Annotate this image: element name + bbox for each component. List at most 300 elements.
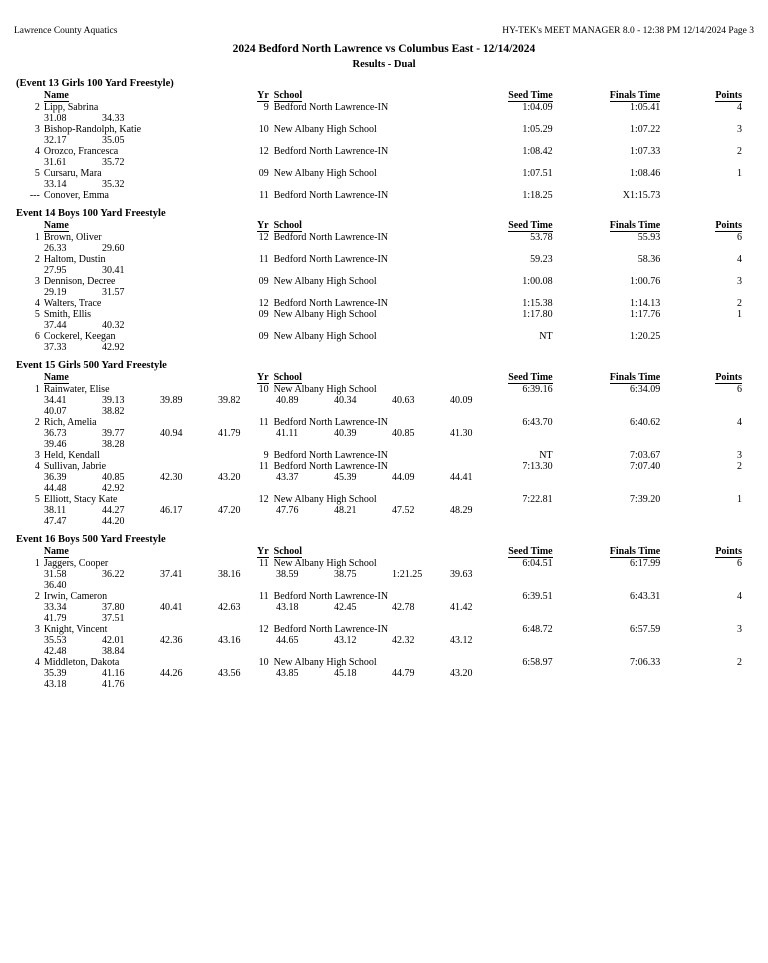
split-time: 38.59 [276, 568, 299, 580]
split-times [14, 265, 754, 276]
cell-finals: 1:00.76 [629, 275, 661, 287]
cell-finals: 6:17.99 [629, 557, 661, 569]
cell-finals: 1:08.46 [629, 167, 661, 179]
cell-yr: 10 [258, 383, 269, 395]
split-time: 42.01 [102, 634, 125, 646]
split-time: 30.41 [102, 264, 125, 276]
split-time: 35.32 [102, 178, 125, 190]
cell-name: Jaggers, Cooper [43, 557, 109, 569]
column-header-seed: Seed Time [508, 89, 553, 101]
header-software-info: HY-TEK's MEET MANAGER 8.0 - 12:38 PM 12/14/2024 Page 3 [502, 26, 754, 36]
split-time: 41.79 [44, 612, 67, 624]
split-times-row [14, 668, 754, 679]
cell-yr: 10 [258, 656, 269, 668]
cell-seed: 6:58.97 [522, 656, 553, 668]
split-times-row [14, 472, 754, 483]
split-time: 31.61 [44, 156, 67, 168]
split-times [14, 428, 754, 439]
split-time: 41.76 [102, 678, 125, 690]
event-heading: Event 16 Boys 500 Yard Freestyle [16, 533, 166, 545]
events-container [14, 78, 754, 690]
split-times-row [14, 287, 754, 298]
split-time: 45.39 [334, 471, 357, 483]
column-header-finals: Finals Time [609, 371, 661, 383]
table-row [14, 190, 754, 201]
cell-points: 6 [737, 383, 742, 395]
split-time: 41.16 [102, 667, 125, 679]
event-heading: Event 14 Boys 100 Yard Freestyle [16, 207, 166, 219]
cell-name: Conover, Emma [43, 189, 109, 201]
split-time: 44.26 [160, 667, 183, 679]
split-time: 29.19 [44, 286, 67, 298]
cell-place: 1 [34, 383, 40, 395]
cell-school: Bedford North Lawrence-IN [273, 460, 389, 472]
column-header-school: School [273, 219, 302, 231]
header-organization: Lawrence County Aquatics [14, 26, 118, 36]
split-times-row [14, 320, 754, 331]
split-times-row [14, 157, 754, 168]
split-time: 48.29 [450, 504, 473, 516]
split-time: 39.63 [450, 568, 473, 580]
split-time: 41.42 [450, 601, 473, 613]
cell-name: Brown, Oliver [43, 231, 102, 243]
cell-yr: 09 [258, 167, 269, 179]
cell-points [682, 331, 754, 342]
cell-points: 2 [737, 145, 742, 157]
cell-finals: 6:57.59 [629, 623, 661, 635]
split-time: 44.65 [276, 634, 299, 646]
event-heading: Event 15 Girls 500 Yard Freestyle [16, 359, 167, 371]
table-row [14, 624, 754, 635]
split-times [14, 516, 754, 527]
cell-name: Cursaru, Mara [43, 167, 102, 179]
split-times [14, 157, 754, 168]
cell-name: Dennison, Decree [43, 275, 116, 287]
cell-place: 1 [34, 557, 40, 569]
split-time: 44.48 [44, 482, 67, 494]
cell-school: New Albany High School [273, 383, 377, 395]
split-time: 40.63 [392, 394, 415, 406]
cell-seed: 6:43.70 [522, 416, 553, 428]
cell-school: Bedford North Lawrence-IN [273, 416, 389, 428]
split-times [14, 679, 754, 690]
split-time: 42.36 [160, 634, 183, 646]
column-header-place [14, 372, 44, 384]
cell-school: New Albany High School [273, 308, 377, 320]
split-time: 43.18 [276, 601, 299, 613]
split-time: 47.47 [44, 515, 67, 527]
split-times-row [14, 613, 754, 624]
table-row [14, 168, 754, 179]
table-column-header [14, 220, 754, 232]
table-row [14, 254, 754, 265]
cell-finals: 1:14.13 [629, 297, 661, 309]
column-header-seed: Seed Time [508, 545, 553, 557]
column-header-name: Name [43, 371, 69, 383]
cell-seed: 1:18.25 [522, 189, 553, 201]
split-time: 38.75 [334, 568, 357, 580]
cell-school: Bedford North Lawrence-IN [273, 590, 389, 602]
cell-yr: 11 [258, 460, 269, 472]
split-time: 32.17 [44, 134, 67, 146]
cell-place: 3 [34, 623, 40, 635]
cell-place: 1 [34, 231, 40, 243]
event-heading: (Event 13 Girls 100 Yard Freestyle) [16, 77, 174, 89]
cell-place: 4 [34, 297, 40, 309]
cell-points: 6 [737, 557, 742, 569]
split-time: 43.20 [450, 667, 473, 679]
split-time: 43.16 [218, 634, 241, 646]
cell-points: 4 [737, 590, 742, 602]
table-row [14, 276, 754, 287]
split-time: 41.30 [450, 427, 473, 439]
cell-school: Bedford North Lawrence-IN [273, 253, 389, 265]
split-time: 43.18 [44, 678, 67, 690]
cell-name: Orozco, Francesca [43, 145, 119, 157]
cell-place: 3 [34, 449, 40, 461]
split-time: 40.34 [334, 394, 357, 406]
column-header-school: School [273, 545, 302, 557]
cell-finals: 1:07.33 [629, 145, 661, 157]
split-time: 40.85 [392, 427, 415, 439]
column-header-yr: Yr [257, 89, 269, 101]
split-times-row [14, 395, 754, 406]
split-time: 36.22 [102, 568, 125, 580]
split-time: 42.45 [334, 601, 357, 613]
column-header-finals: Finals Time [609, 219, 661, 231]
event-results-table [14, 220, 754, 353]
cell-school: Bedford North Lawrence-IN [273, 449, 389, 461]
split-times [14, 135, 754, 146]
split-times [14, 635, 754, 646]
cell-yr: 11 [258, 416, 269, 428]
cell-finals: 6:43.31 [629, 590, 661, 602]
cell-name: Bishop-Randolph, Katie [43, 123, 142, 135]
split-times-row [14, 406, 754, 417]
cell-place: 2 [34, 590, 40, 602]
split-times [14, 439, 754, 450]
cell-school: Bedford North Lawrence-IN [273, 297, 389, 309]
cell-place: 5 [34, 167, 40, 179]
cell-seed: 6:39.16 [522, 383, 553, 395]
cell-finals: 7:06.33 [629, 656, 661, 668]
cell-school: Bedford North Lawrence-IN [273, 145, 389, 157]
split-time: 43.56 [218, 667, 241, 679]
cell-points [682, 190, 754, 201]
split-time: 44.41 [450, 471, 473, 483]
split-time: 38.28 [102, 438, 125, 450]
cell-seed: NT [539, 330, 553, 342]
split-time: 48.21 [334, 504, 357, 516]
table-row [14, 384, 754, 395]
split-times-row [14, 179, 754, 190]
split-time: 40.94 [160, 427, 183, 439]
split-times-row [14, 505, 754, 516]
cell-school: Bedford North Lawrence-IN [273, 101, 389, 113]
cell-place: 6 [34, 330, 40, 342]
cell-yr: 09 [258, 330, 269, 342]
split-times-row [14, 516, 754, 527]
cell-place: 3 [34, 123, 40, 135]
split-times [14, 472, 754, 483]
cell-finals: X1:15.73 [622, 189, 661, 201]
cell-finals: 6:40.62 [629, 416, 661, 428]
split-time: 43.37 [276, 471, 299, 483]
cell-name: Cockerel, Keegan [43, 330, 116, 342]
split-time: 43.20 [218, 471, 241, 483]
split-times [14, 483, 754, 494]
cell-seed: 53.78 [530, 231, 553, 243]
split-time: 38.11 [44, 504, 67, 516]
cell-finals: 55.93 [637, 231, 661, 243]
column-header-name: Name [43, 219, 69, 231]
cell-yr: 11 [259, 590, 269, 602]
column-header-points: Points [715, 545, 742, 557]
split-time: 47.20 [218, 504, 241, 516]
cell-place: 5 [34, 493, 40, 505]
cell-points: 4 [737, 101, 742, 113]
cell-seed: 1:04.09 [522, 101, 553, 113]
cell-finals: 1:05.41 [629, 101, 661, 113]
column-header-yr: Yr [256, 545, 269, 557]
split-time: 40.32 [102, 319, 125, 331]
cell-points: 2 [737, 460, 742, 472]
cell-name: Smith, Ellis [43, 308, 92, 320]
cell-seed: 59.23 [530, 253, 553, 265]
cell-name: Haltom, Dustin [43, 253, 106, 265]
event-results-table [14, 546, 754, 690]
column-header-place [14, 90, 44, 102]
cell-name: Lipp, Sabrina [43, 101, 99, 113]
split-time: 31.58 [44, 568, 67, 580]
split-times-row [14, 439, 754, 450]
split-time: 37.51 [102, 612, 125, 624]
cell-name: Walters, Trace [43, 297, 102, 309]
split-time: 44.20 [102, 515, 125, 527]
cell-finals: 6:34.09 [629, 383, 661, 395]
cell-seed: 7:22.81 [522, 493, 553, 505]
split-times [14, 113, 754, 124]
split-times [14, 179, 754, 190]
split-times-row [14, 113, 754, 124]
table-row [14, 657, 754, 668]
cell-finals: 1:17.76 [629, 308, 661, 320]
split-times [14, 569, 754, 580]
split-time: 42.92 [102, 341, 125, 353]
cell-seed: 1:08.42 [522, 145, 553, 157]
cell-finals: 1:20.25 [629, 330, 661, 342]
cell-name: Knight, Vincent [43, 623, 108, 635]
split-time: 40.09 [450, 394, 473, 406]
table-column-header [14, 372, 754, 384]
cell-finals: 7:07.40 [629, 460, 661, 472]
split-times-row [14, 342, 754, 353]
split-times [14, 320, 754, 331]
cell-place: 3 [34, 275, 40, 287]
split-time: 42.63 [218, 601, 241, 613]
cell-finals: 1:07.22 [629, 123, 661, 135]
split-time: 37.41 [160, 568, 183, 580]
split-times [14, 406, 754, 417]
split-time: 1:21.25 [392, 568, 423, 580]
cell-seed: 1:05.29 [522, 123, 553, 135]
split-time: 35.39 [44, 667, 67, 679]
cell-yr: 10 [258, 123, 269, 135]
split-times [14, 602, 754, 613]
split-time: 39.13 [102, 394, 125, 406]
table-row [14, 298, 754, 309]
split-time: 29.60 [102, 242, 125, 254]
split-times-row [14, 265, 754, 276]
split-time: 41.79 [218, 427, 241, 439]
column-header-finals: Finals Time [609, 89, 661, 101]
cell-points: 1 [737, 167, 742, 179]
split-times-row [14, 679, 754, 690]
cell-place: 4 [34, 656, 40, 668]
cell-seed: 6:04.51 [522, 557, 553, 569]
split-time: 37.33 [44, 341, 67, 353]
split-time: 40.85 [102, 471, 125, 483]
split-time: 36.39 [44, 471, 67, 483]
split-time: 43.85 [276, 667, 299, 679]
cell-yr: 12 [258, 623, 269, 635]
split-time: 34.41 [44, 394, 67, 406]
table-row [14, 232, 754, 243]
split-time: 43.12 [450, 634, 473, 646]
cell-seed: 1:17.80 [522, 308, 553, 320]
cell-school: New Albany High School [273, 557, 377, 569]
cell-seed: 1:07.51 [522, 167, 553, 179]
column-header-name: Name [43, 545, 69, 557]
cell-place: 2 [34, 253, 40, 265]
cell-points: 3 [737, 623, 742, 635]
split-times-row [14, 569, 754, 580]
split-time: 26.33 [44, 242, 67, 254]
split-times [14, 613, 754, 624]
cell-school: New Albany High School [273, 275, 377, 287]
table-row [14, 591, 754, 602]
split-times [14, 668, 754, 679]
cell-name: Irwin, Cameron [43, 590, 108, 602]
cell-yr: 12 [258, 231, 269, 243]
cell-name: Rich, Amelia [43, 416, 97, 428]
cell-place: 4 [34, 460, 40, 472]
cell-school: New Albany High School [273, 493, 377, 505]
column-header-place [14, 220, 44, 232]
cell-points: 3 [737, 123, 742, 135]
split-time: 35.53 [44, 634, 67, 646]
split-times [14, 505, 754, 516]
column-header-yr: Yr [256, 371, 269, 383]
column-header-points: Points [715, 219, 742, 231]
split-time: 37.80 [102, 601, 125, 613]
cell-finals: 7:39.20 [629, 493, 661, 505]
split-time: 34.33 [102, 112, 125, 124]
split-time: 36.73 [44, 427, 67, 439]
cell-place: --- [29, 189, 40, 201]
cell-seed: 1:00.08 [522, 275, 553, 287]
split-time: 44.09 [392, 471, 415, 483]
table-row [14, 102, 754, 113]
split-time: 47.76 [276, 504, 299, 516]
column-header-seed: Seed Time [508, 371, 553, 383]
split-time: 39.77 [102, 427, 125, 439]
split-time: 27.95 [44, 264, 67, 276]
split-time: 42.78 [392, 601, 415, 613]
cell-points: 1 [737, 493, 742, 505]
cell-name: Held, Kendall [43, 449, 100, 461]
split-time: 38.16 [218, 568, 241, 580]
split-times [14, 243, 754, 254]
cell-yr: 12 [258, 493, 269, 505]
split-time: 47.52 [392, 504, 415, 516]
split-time: 31.57 [102, 286, 125, 298]
split-time: 31.08 [44, 112, 67, 124]
event-results-table [14, 372, 754, 527]
cell-school: New Albany High School [273, 656, 377, 668]
split-time: 37.44 [44, 319, 67, 331]
split-time: 38.82 [102, 405, 125, 417]
split-time: 33.14 [44, 178, 67, 190]
split-time: 40.39 [334, 427, 357, 439]
column-header-points: Points [715, 89, 742, 101]
cell-seed: 6:48.72 [522, 623, 553, 635]
split-times-row [14, 635, 754, 646]
cell-points: 1 [737, 308, 742, 320]
cell-points: 4 [737, 416, 742, 428]
split-times [14, 646, 754, 657]
cell-yr: 9 [263, 449, 269, 461]
split-times-row [14, 646, 754, 657]
cell-points: 3 [737, 449, 742, 461]
cell-school: New Albany High School [273, 167, 377, 179]
split-time: 42.32 [392, 634, 415, 646]
cell-yr: 09 [258, 275, 269, 287]
split-times-row [14, 135, 754, 146]
cell-points: 4 [737, 253, 742, 265]
cell-yr: 12 [258, 145, 269, 157]
cell-school: Bedford North Lawrence-IN [273, 189, 389, 201]
table-row [14, 417, 754, 428]
cell-seed: 6:39.51 [522, 590, 553, 602]
cell-yr: 11 [259, 189, 269, 201]
split-time: 40.41 [160, 601, 183, 613]
column-header-finals: Finals Time [609, 545, 661, 557]
table-row [14, 558, 754, 569]
table-row [14, 124, 754, 135]
column-header-seed: Seed Time [508, 219, 553, 231]
cell-name: Rainwater, Elise [43, 383, 110, 395]
table-row [14, 309, 754, 320]
cell-finals: 7:03.67 [629, 449, 661, 461]
split-time: 35.05 [102, 134, 125, 146]
cell-place: 2 [34, 416, 40, 428]
column-header-school: School [273, 371, 302, 383]
cell-school: Bedford North Lawrence-IN [273, 623, 389, 635]
column-header-points: Points [715, 371, 742, 383]
column-header-school: School [273, 89, 303, 101]
split-times [14, 287, 754, 298]
split-time: 40.89 [276, 394, 299, 406]
cell-points: 6 [737, 231, 742, 243]
cell-place: 5 [34, 308, 40, 320]
table-row [14, 331, 754, 342]
table-row [14, 461, 754, 472]
cell-name: Sullivan, Jabrie [43, 460, 107, 472]
cell-seed: 7:13.30 [522, 460, 553, 472]
cell-name: Elliott, Stacy Kate [43, 493, 118, 505]
page-header [14, 26, 754, 36]
